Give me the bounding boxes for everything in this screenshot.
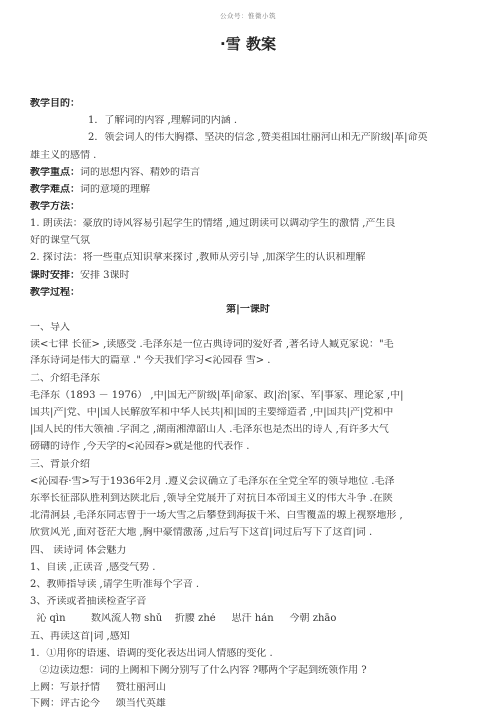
goal-2a: 2．领会词人的伟大胸襟、坚决的信念 ,赞美祖国壮丽河山和无产阶级|革|命英 xyxy=(88,132,428,143)
section-1-para: 读<七律 长征> ,读感受 .毛泽东是一位古典诗词的爱好者 ,著名诗人臧克家说："毛 xyxy=(30,339,394,350)
section-4: 四、 读诗词 体会魅力 xyxy=(30,545,127,556)
goal-1: 1．了解词的内容 ,理解词的内涵 . xyxy=(88,115,238,126)
goal-heading: 教学目的： xyxy=(30,98,80,109)
section-3-para: <沁园春·雪>写于1936年2月 .遵义会议确立了毛泽东在全党全军的领导地位 .毛泽 xyxy=(30,476,395,487)
section-5-item: 下阙：评古论今 颂当代英雄 xyxy=(30,698,166,709)
section-1: 一、导入 xyxy=(30,322,70,333)
process-heading: 教学过程： xyxy=(30,287,80,298)
schedule xyxy=(30,270,475,282)
section-2-para: |国人民的伟大领袖 .字润之 ,湖南湘潭韶山人 .毛泽东也是杰出的诗人 ,有许多大气 xyxy=(30,424,389,435)
difficulties-text: 词的意境的理解 xyxy=(80,184,150,195)
section-2-para: 磅礴的诗作 ,今天学的<沁园春>就是他的代表作 . xyxy=(30,441,250,452)
section-5-item: 上阙：写景抒情 赞壮丽河山 xyxy=(30,682,166,693)
method-heading: 教学方法： xyxy=(30,201,80,212)
section-3-para: 欣赏风光 ,面对苍茫大地 ,胸中豪情激荡 ,过后写下这首|词过后写下了这首|词 . xyxy=(30,527,373,538)
key-points xyxy=(30,167,475,179)
section-4-item: 1、自读 ,正读音 ,感受气势 . xyxy=(30,562,156,573)
section-2-para: 国共|产|党、中|国人民解放军和中华人民共|和|国的主要缔造者 ,中|国共|产|党和中 xyxy=(30,407,394,418)
goal-2b: 雄主义的感情 . xyxy=(30,150,97,161)
section-2-para: 毛泽东（1893 － 1976） ,中|国无产阶级|革|命家、政|治|家、军|事家、理论家 ,中| xyxy=(30,390,404,401)
section-4-item: 2、教师指导读 ,请学生听准每个字音 . xyxy=(30,579,200,590)
section-3-para: 北清涧县 ,毛泽东同志曾于一场大雪之后攀登到海拔千米、白雪覆盖的塬上视察地形 , xyxy=(30,510,403,521)
lesson-heading: 第|一课时 xyxy=(226,304,270,315)
page-title: ·雪 教案 xyxy=(220,35,276,53)
key-points-text: 词的思想内容、精妙的语言 xyxy=(80,167,200,178)
method-2: 2. 探讨法：将一些重点知识拿来探讨 ,教师从旁引导 ,加深学生的认识和理解 xyxy=(30,252,366,263)
method-1a: 1. 朗读法：豪放的诗风容易引起学生的情绪 ,通过朗读可以调动学生的激情 ,产生良 xyxy=(30,218,396,229)
pronunciation-list: 沁 qìn 数风流人物 shǔ 折腰 zhé 思汗 hán 今朝 zhāo xyxy=(30,613,337,624)
section-1-para: 泽东诗词是伟大的篇章 ." 今天我们学习<沁园春 雪> . xyxy=(30,355,271,366)
section-4-item: 3、齐读或者抽读检查字音 xyxy=(30,596,147,607)
schedule-text: 安排 3课时 xyxy=(80,270,130,281)
watermark: 公众号：惟微小筑 xyxy=(220,12,276,20)
method-1b: 好的课堂气氛 xyxy=(30,235,90,246)
section-5-item: ②边读边想：词的上阙和下阙分别写了什么内容 ?哪两个字起到统领作用 ? xyxy=(30,665,367,676)
schedule-label: 课时安排： xyxy=(30,270,80,281)
key-points-label: 教学重点： xyxy=(30,167,80,178)
section-5: 五、再读这首|词 ,感知 xyxy=(30,631,130,642)
section-3-para: 东率长征部队胜利到达陕北后 ,领导全党展开了对抗日本帝国主义的伟大斗争 .在陕 xyxy=(30,493,393,504)
section-2: 二、介绍毛泽东 xyxy=(30,373,100,384)
section-5-item: 1．①用你的语速、语调的变化表达出词人情感的变化 . xyxy=(30,648,273,659)
difficulties-label: 教学难点： xyxy=(30,184,80,195)
section-3: 三、背景介绍 xyxy=(30,459,90,470)
difficulties xyxy=(30,184,475,196)
